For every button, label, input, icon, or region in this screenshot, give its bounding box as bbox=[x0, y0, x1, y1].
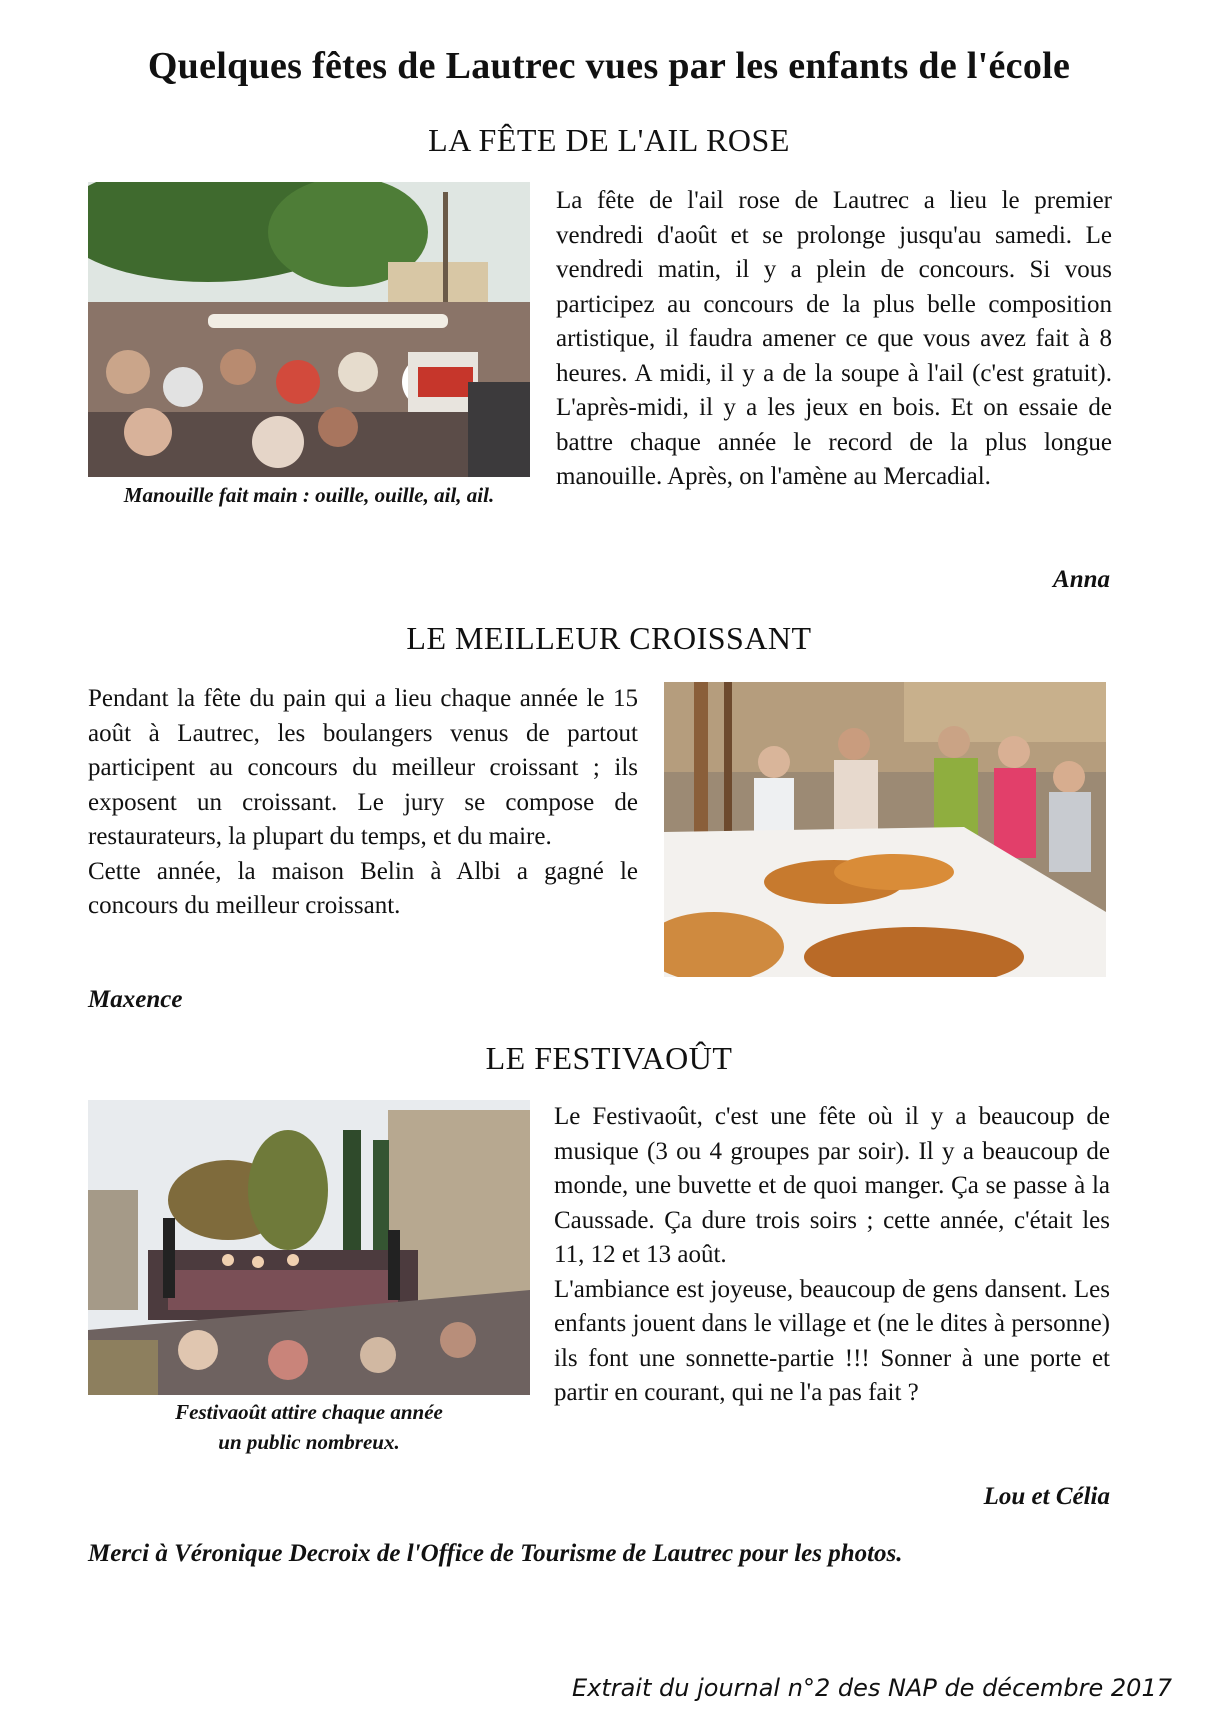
caption-line: Festivaoût attire chaque année bbox=[175, 1400, 443, 1424]
section-heading-ail-rose: LA FÊTE DE L'AIL ROSE bbox=[428, 122, 790, 158]
photo-manouille bbox=[88, 182, 530, 477]
author-anna: Anna bbox=[1053, 566, 1110, 593]
article-festivaout-text bbox=[554, 1100, 1110, 1411]
caption-line: un public nombreux. bbox=[218, 1430, 400, 1454]
photo-credits: Merci à Véronique Decroix de l'Office de Tourisme de Lautrec pour les photos. bbox=[88, 1540, 903, 1567]
photo-caption-festivaout bbox=[88, 1397, 530, 1457]
photo-croissants bbox=[664, 682, 1106, 977]
author-lou-celia: Lou et Célia bbox=[983, 1483, 1110, 1510]
photo-caption-manouille: Manouille fait main : ouille, ouille, ail, ail. bbox=[123, 483, 495, 507]
paragraph: La fête de l'ail rose de Lautrec a lieu le premier vendredi d'août et se prolonge jusqu'au samedi. Le vendredi matin, il y a plein de concours. Si vous participez au concours de la plus belle composition artistique, il faudra amener ce que vous avez fait à 8 heures. A midi, il y a de la soupe à l'ail (c'est gratuit). L'après-midi, il y a les jeux en bois. Et on essaie de battre chaque année le record de la plus longue manouille. Après, on l'amène au Mercadial. bbox=[556, 187, 1112, 490]
section-heading-festivaout: LE FESTIVAOÛT bbox=[485, 1040, 733, 1076]
author-maxence: Maxence bbox=[88, 986, 183, 1013]
article-ail-rose-text bbox=[556, 184, 1112, 495]
article-croissant-text bbox=[88, 682, 638, 924]
paragraph: Pendant la fête du pain qui a lieu chaque année le 15 août à Lautrec, les boulangers venus de partout participent au concours du meilleur croissant ; ils exposent un croissant. Le jury se compose de restaurateurs, la plupart du temps, et du maire. bbox=[88, 685, 638, 850]
paragraph: Cette année, la maison Belin à Albi a gagné le concours du meilleur croissant. bbox=[88, 857, 638, 919]
paragraph: Le Festivaoût, c'est une fête où il y a beaucoup de musique (3 ou 4 groupes par soir). Il y a beaucoup de monde, une buvette et de quoi manger. Ça se passe à la Caussade. Ça dure trois soirs ; cette année, c'était les 11, 12 et 13 août. bbox=[554, 1103, 1110, 1268]
page-title: Quelques fêtes de Lautrec vues par les enfants de l'école bbox=[147, 45, 1071, 87]
footer-source: Extrait du journal n°2 des NAP de décembre 2017 bbox=[571, 1674, 1172, 1702]
section-heading-croissant: LE MEILLEUR CROISSANT bbox=[406, 620, 812, 656]
photo-festivaout bbox=[88, 1100, 530, 1395]
paragraph: L'ambiance est joyeuse, beaucoup de gens dansent. Les enfants jouent dans le village et (ne le dites à personne) ils font une sonnette-partie !!! Sonner à une porte et partir en courant, qui ne l'a pas fait ? bbox=[554, 1275, 1110, 1406]
